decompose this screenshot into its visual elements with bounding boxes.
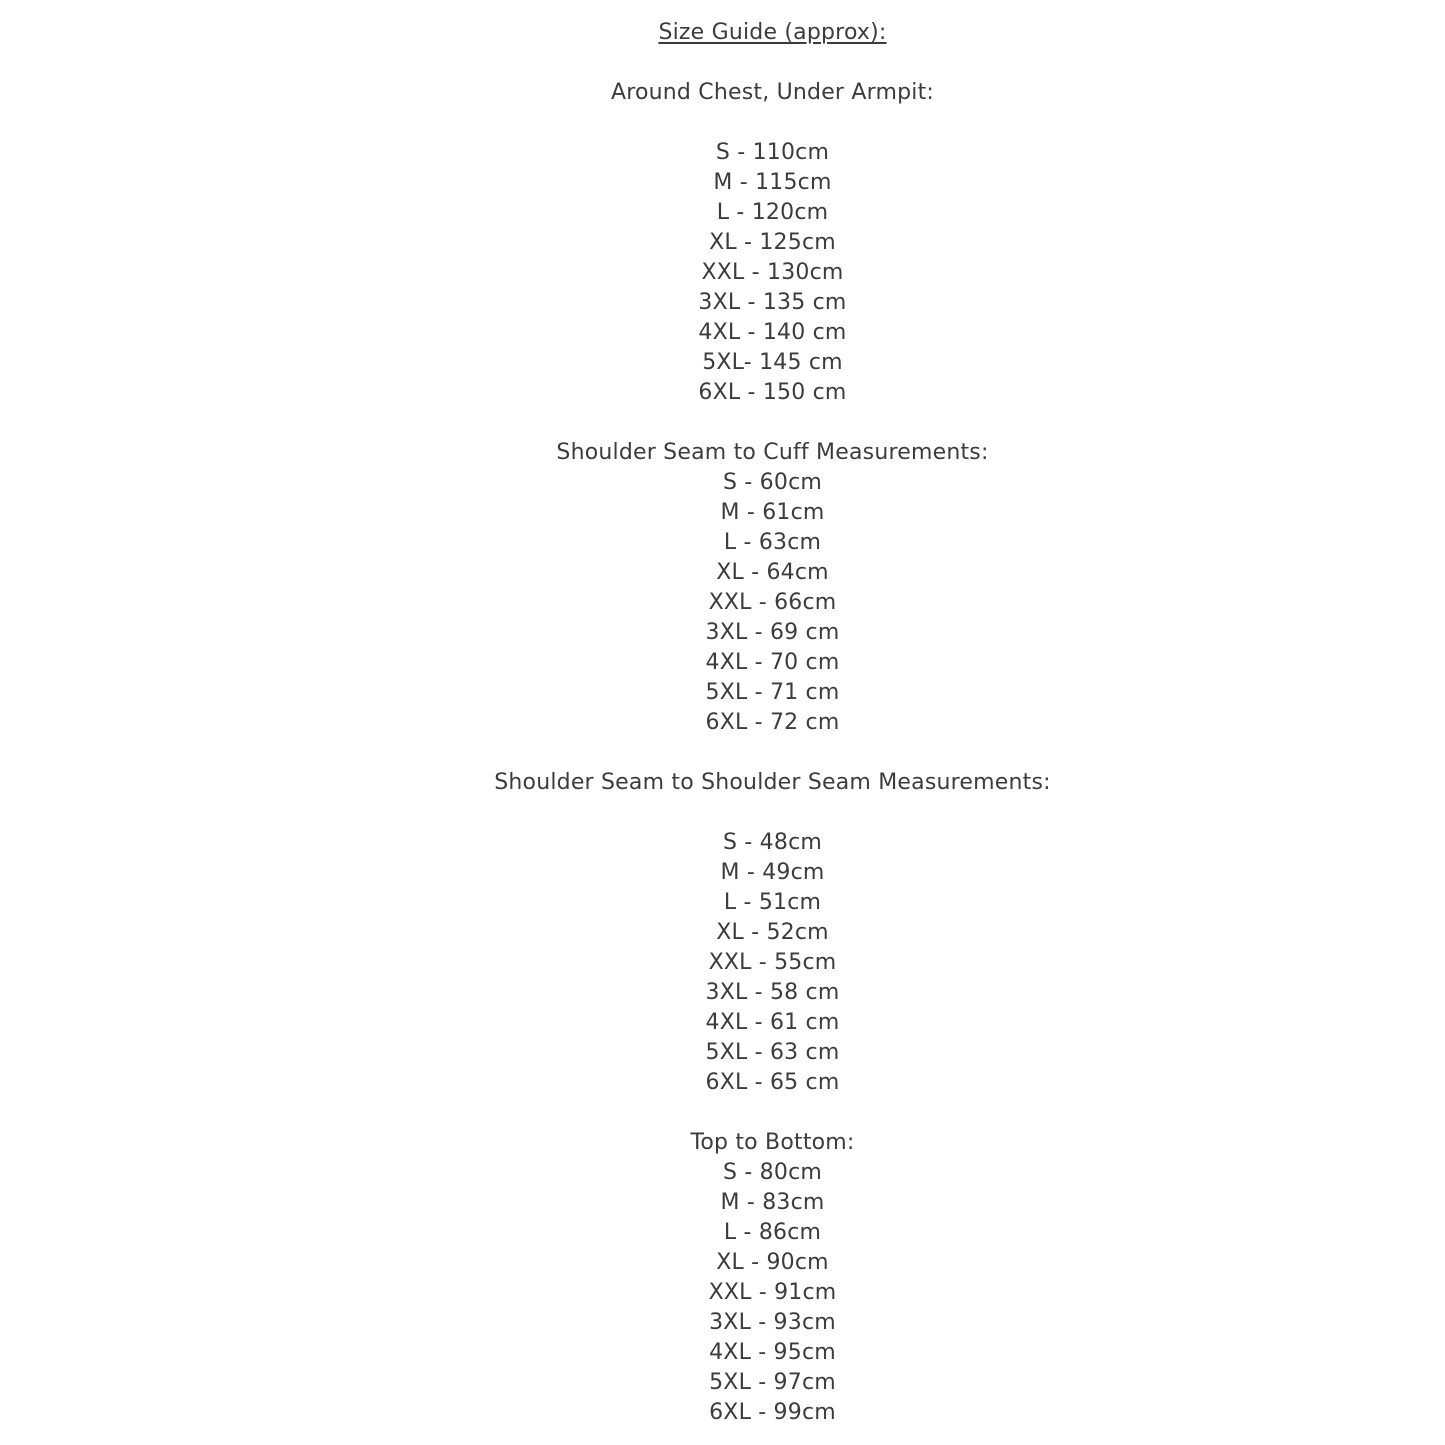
size-row: L - 63cm: [723, 530, 822, 555]
size-row: XL - 52cm: [716, 920, 829, 945]
size-row: 4XL - 61 cm: [705, 1010, 840, 1035]
size-row: XXL - 91cm: [708, 1280, 837, 1305]
size-row: 6XL - 99cm: [709, 1400, 836, 1425]
size-row: 6XL - 150 cm: [698, 380, 847, 405]
size-row: S - 48cm: [722, 830, 822, 855]
size-row: XXL - 130cm: [701, 260, 844, 285]
size-row: 3XL - 93cm: [709, 1310, 836, 1335]
blank-line: [100, 738, 1445, 768]
size-row: S - 110cm: [715, 140, 830, 165]
size-row: 5XL - 97cm: [709, 1370, 836, 1395]
section-chest-measurements: [100, 78, 1445, 408]
size-row: M - 83cm: [720, 1190, 825, 1215]
blank-line: [100, 798, 1445, 828]
blank-line: [100, 1098, 1445, 1128]
size-row: L - 86cm: [723, 1220, 822, 1245]
size-row: M - 115cm: [713, 170, 832, 195]
size-row: 3XL - 58 cm: [705, 980, 840, 1005]
section-heading: Top to Bottom:: [690, 1130, 855, 1155]
size-row: S - 80cm: [722, 1160, 822, 1185]
page-title: Size Guide (approx):: [658, 20, 887, 45]
blank-line: [100, 108, 1445, 138]
size-row: 6XL - 65 cm: [705, 1070, 840, 1095]
section-length-measurements: [100, 1128, 1445, 1428]
section-sleeve-measurements: [100, 438, 1445, 738]
size-row: 5XL- 145 cm: [702, 350, 843, 375]
size-row: L - 51cm: [723, 890, 822, 915]
size-row: 6XL - 72 cm: [705, 710, 840, 735]
size-row: XXL - 66cm: [708, 590, 837, 615]
section-shoulder-measurements: [100, 768, 1445, 1098]
size-row: M - 61cm: [720, 500, 825, 525]
size-row: M - 49cm: [720, 860, 825, 885]
blank-line: [100, 408, 1445, 438]
size-row: XL - 64cm: [716, 560, 829, 585]
size-row: L - 120cm: [716, 200, 829, 225]
section-heading: Shoulder Seam to Shoulder Seam Measurements:: [494, 770, 1051, 795]
section-heading: Shoulder Seam to Cuff Measurements:: [556, 440, 989, 465]
size-row: 4XL - 95cm: [709, 1340, 836, 1365]
blank-line: [100, 48, 1445, 78]
size-row: 5XL - 71 cm: [705, 680, 840, 705]
size-row: 5XL - 63 cm: [705, 1040, 840, 1065]
size-row: 4XL - 70 cm: [705, 650, 840, 675]
size-row: XXL - 55cm: [708, 950, 837, 975]
size-row: 4XL - 140 cm: [698, 320, 847, 345]
size-row: XL - 125cm: [709, 230, 836, 255]
size-row: XL - 90cm: [716, 1250, 829, 1275]
section-heading: Around Chest, Under Armpit:: [610, 80, 935, 105]
size-row: S - 60cm: [722, 470, 822, 495]
size-row: 3XL - 69 cm: [705, 620, 840, 645]
size-row: 3XL - 135 cm: [698, 290, 847, 315]
